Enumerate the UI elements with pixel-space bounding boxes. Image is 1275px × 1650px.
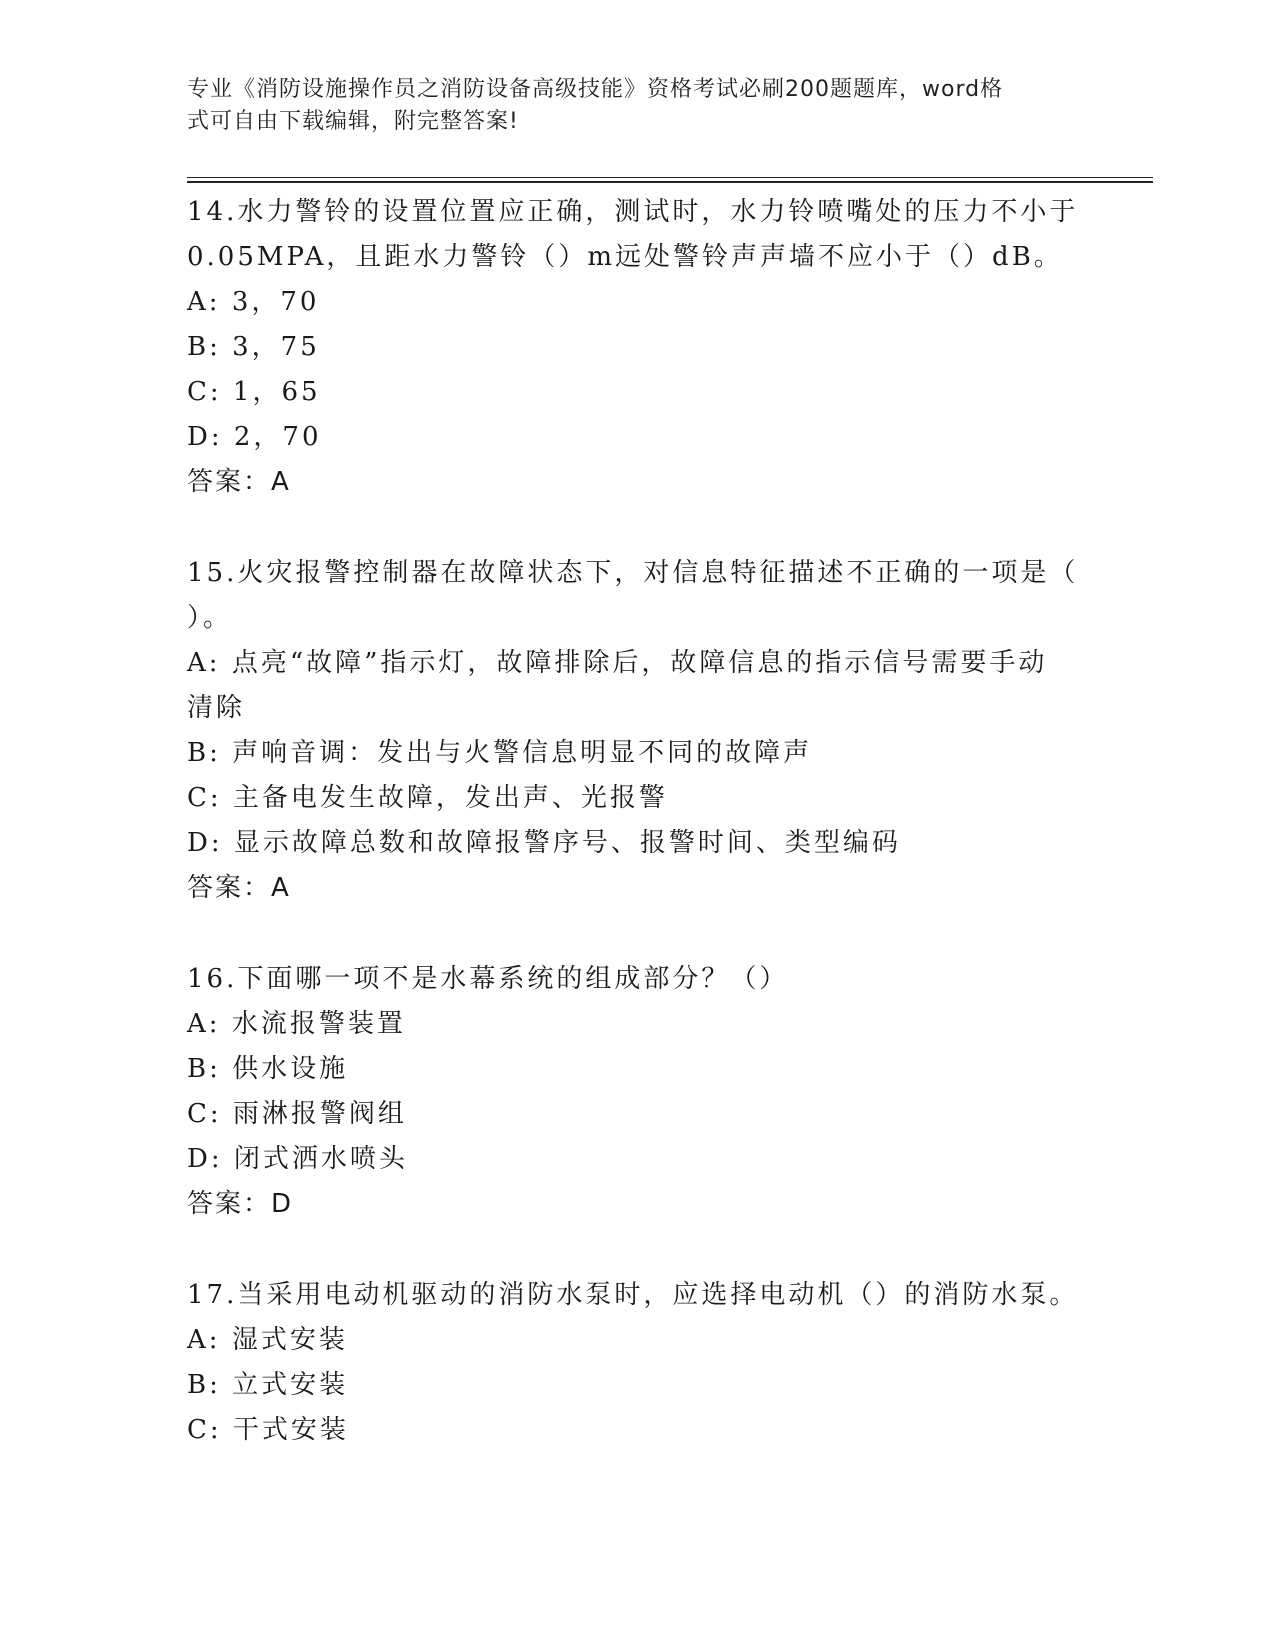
question-16 — [187, 957, 1087, 1227]
option-text: 供水设施 — [232, 1054, 349, 1084]
option-text: 雨淋报警阀组 — [232, 1099, 407, 1129]
spacer — [187, 505, 1087, 551]
header-line-2: 式可自由下载编辑，附完整答案! — [187, 109, 519, 134]
option-c — [187, 1092, 1087, 1137]
option-text: 3，70 — [231, 287, 320, 317]
option-text: 声响音调：发出与火警信息明显不同的故障声 — [232, 738, 813, 768]
option-d — [187, 1137, 1087, 1182]
option-text: 主备电发生故障，发出声、光报警 — [232, 783, 668, 813]
question-text: 17.当采用电动机驱动的消防水泵时，应选择电动机（）的消防水泵。 — [187, 1280, 1079, 1310]
option-a-continued: 清除 — [187, 693, 246, 723]
question-14 — [187, 190, 1087, 505]
option-d — [187, 821, 1087, 866]
option-label: D: — [187, 1144, 223, 1174]
question-17 — [187, 1273, 1087, 1453]
option-label: C: — [187, 1415, 222, 1445]
option-b — [187, 1363, 1087, 1408]
option-label: C: — [187, 783, 222, 813]
option-label: D: — [187, 422, 223, 452]
option-text: 水流报警装置 — [231, 1009, 406, 1039]
option-d — [187, 415, 1087, 460]
option-text: 显示故障总数和故障报警序号、报警时间、类型编码 — [233, 828, 901, 858]
option-label: B: — [187, 1054, 221, 1084]
option-label: B: — [187, 332, 221, 362]
question-text-continued: 0.05MPA，且距水力警铃（）m远处警铃声声墙不应小于（）dB。 — [187, 242, 1063, 272]
option-label: A: — [187, 1325, 221, 1355]
answer-line: 答案：D — [187, 1189, 294, 1219]
option-a — [187, 280, 1087, 325]
spacer — [187, 911, 1087, 957]
question-text: 14.水力警铃的设置位置应正确，测试时，水力铃喷嘴处的压力不小于 — [187, 197, 1079, 227]
option-b — [187, 731, 1087, 776]
question-15 — [187, 551, 1087, 911]
option-text: 点亮“故障”指示灯，故障排除后，故障信息的指示信号需要手动 — [231, 648, 1048, 678]
option-label: C: — [187, 377, 222, 407]
option-b — [187, 1047, 1087, 1092]
answer-line: 答案：A — [187, 467, 291, 497]
option-a — [187, 641, 1087, 686]
option-text: 3，75 — [232, 332, 320, 362]
question-text: 16.下面哪一项不是水幕系统的组成部分？（） — [187, 964, 789, 994]
answer-line: 答案：A — [187, 873, 291, 903]
document-header — [187, 74, 1067, 138]
option-c — [187, 370, 1087, 415]
option-text: 1，65 — [232, 377, 321, 407]
option-label: C: — [187, 1099, 222, 1129]
spacer — [187, 1227, 1087, 1273]
option-b — [187, 325, 1087, 370]
option-label: D: — [187, 828, 223, 858]
question-list — [187, 190, 1087, 1453]
option-c — [187, 1408, 1087, 1453]
option-label: A: — [187, 648, 221, 678]
option-a — [187, 1002, 1087, 1047]
option-text: 干式安装 — [232, 1415, 349, 1445]
option-c — [187, 776, 1087, 821]
option-label: A: — [187, 287, 221, 317]
option-label: B: — [187, 738, 221, 768]
option-a — [187, 1318, 1087, 1363]
question-text-continued: ）。 — [187, 603, 233, 633]
option-text: 立式安装 — [232, 1370, 349, 1400]
option-label: B: — [187, 1370, 221, 1400]
header-line-1: 专业《消防设施操作员之消防设备高级技能》资格考试必刷200题题库，word格 — [187, 77, 1004, 102]
header-divider-thin — [187, 177, 1153, 178]
header-divider-thick — [187, 181, 1153, 183]
option-text: 2，70 — [233, 422, 322, 452]
option-label: A: — [187, 1009, 221, 1039]
option-text: 闭式洒水喷头 — [233, 1144, 408, 1174]
option-text: 湿式安装 — [231, 1325, 348, 1355]
question-text: 15.火灾报警控制器在故障状态下，对信息特征描述不正确的一项是（ — [187, 558, 1079, 588]
